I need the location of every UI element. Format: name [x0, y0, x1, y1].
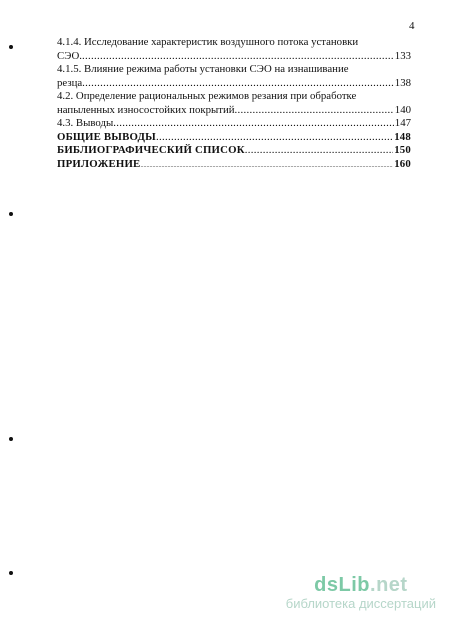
dot-leader — [82, 77, 394, 91]
toc-page-number: 133 — [394, 49, 411, 62]
toc-entry-4-1-5 — [57, 77, 411, 91]
dot-leader — [156, 131, 393, 145]
toc-entry-4-1-4-title: 4.1.4. Исследование характеристик воздушного потока установки — [57, 36, 359, 48]
binding-hole-mark — [9, 212, 13, 216]
watermark-logo-accent: dsLib — [314, 574, 371, 596]
toc-entry-general-conclusions — [57, 131, 411, 145]
toc-entry-text: БИБЛИОГРАФИЧЕСКИЙ СПИСОК — [57, 144, 245, 156]
toc-page-number: 148 — [394, 130, 411, 143]
toc-page-number: 160 — [394, 157, 411, 170]
dot-leader — [235, 104, 394, 118]
toc-page-number: 138 — [394, 76, 411, 89]
table-of-contents — [57, 36, 411, 171]
toc-entry-text: 4.3. Выводы — [57, 117, 114, 129]
page-number: 4 — [409, 20, 415, 32]
binding-hole-mark — [9, 437, 13, 441]
toc-entry-4-2-title: 4.2. Определение рациональных режимов резания при обработке — [57, 90, 357, 102]
toc-entry-text: ПРИЛОЖЕНИЕ — [57, 157, 141, 170]
dot-leader — [140, 160, 393, 174]
toc-entry-4-3 — [57, 117, 411, 131]
watermark-logo-suffix: .net — [370, 574, 408, 596]
toc-entry-4-1-5-title: 4.1.5. Влияние режима работы установки СЭО на изнашивание — [57, 63, 349, 75]
toc-page-number: 147 — [394, 117, 411, 129]
toc-entry-text: резца — [57, 76, 83, 89]
toc-entry-appendix — [57, 158, 411, 172]
toc-entry-text: ОБЩИЕ ВЫВОДЫ — [57, 130, 156, 143]
watermark-logo — [286, 574, 436, 596]
toc-page-number: 140 — [394, 103, 411, 116]
dot-leader — [113, 117, 394, 131]
binding-hole-mark — [9, 45, 13, 49]
toc-entry-4-2 — [57, 104, 411, 118]
toc-page-number: 150 — [394, 144, 411, 156]
toc-entry-text: напыленных износостойких покрытий — [57, 103, 235, 116]
dot-leader — [82, 50, 394, 64]
toc-entry-4-1-4 — [57, 50, 411, 64]
site-watermark — [286, 574, 436, 611]
watermark-tagline: библиотека диссертаций — [285, 596, 436, 611]
binding-hole-mark — [9, 571, 13, 575]
dot-leader — [245, 144, 393, 158]
toc-entry-bibliography — [57, 144, 411, 158]
toc-entry-text: СЭО. — [57, 49, 82, 62]
